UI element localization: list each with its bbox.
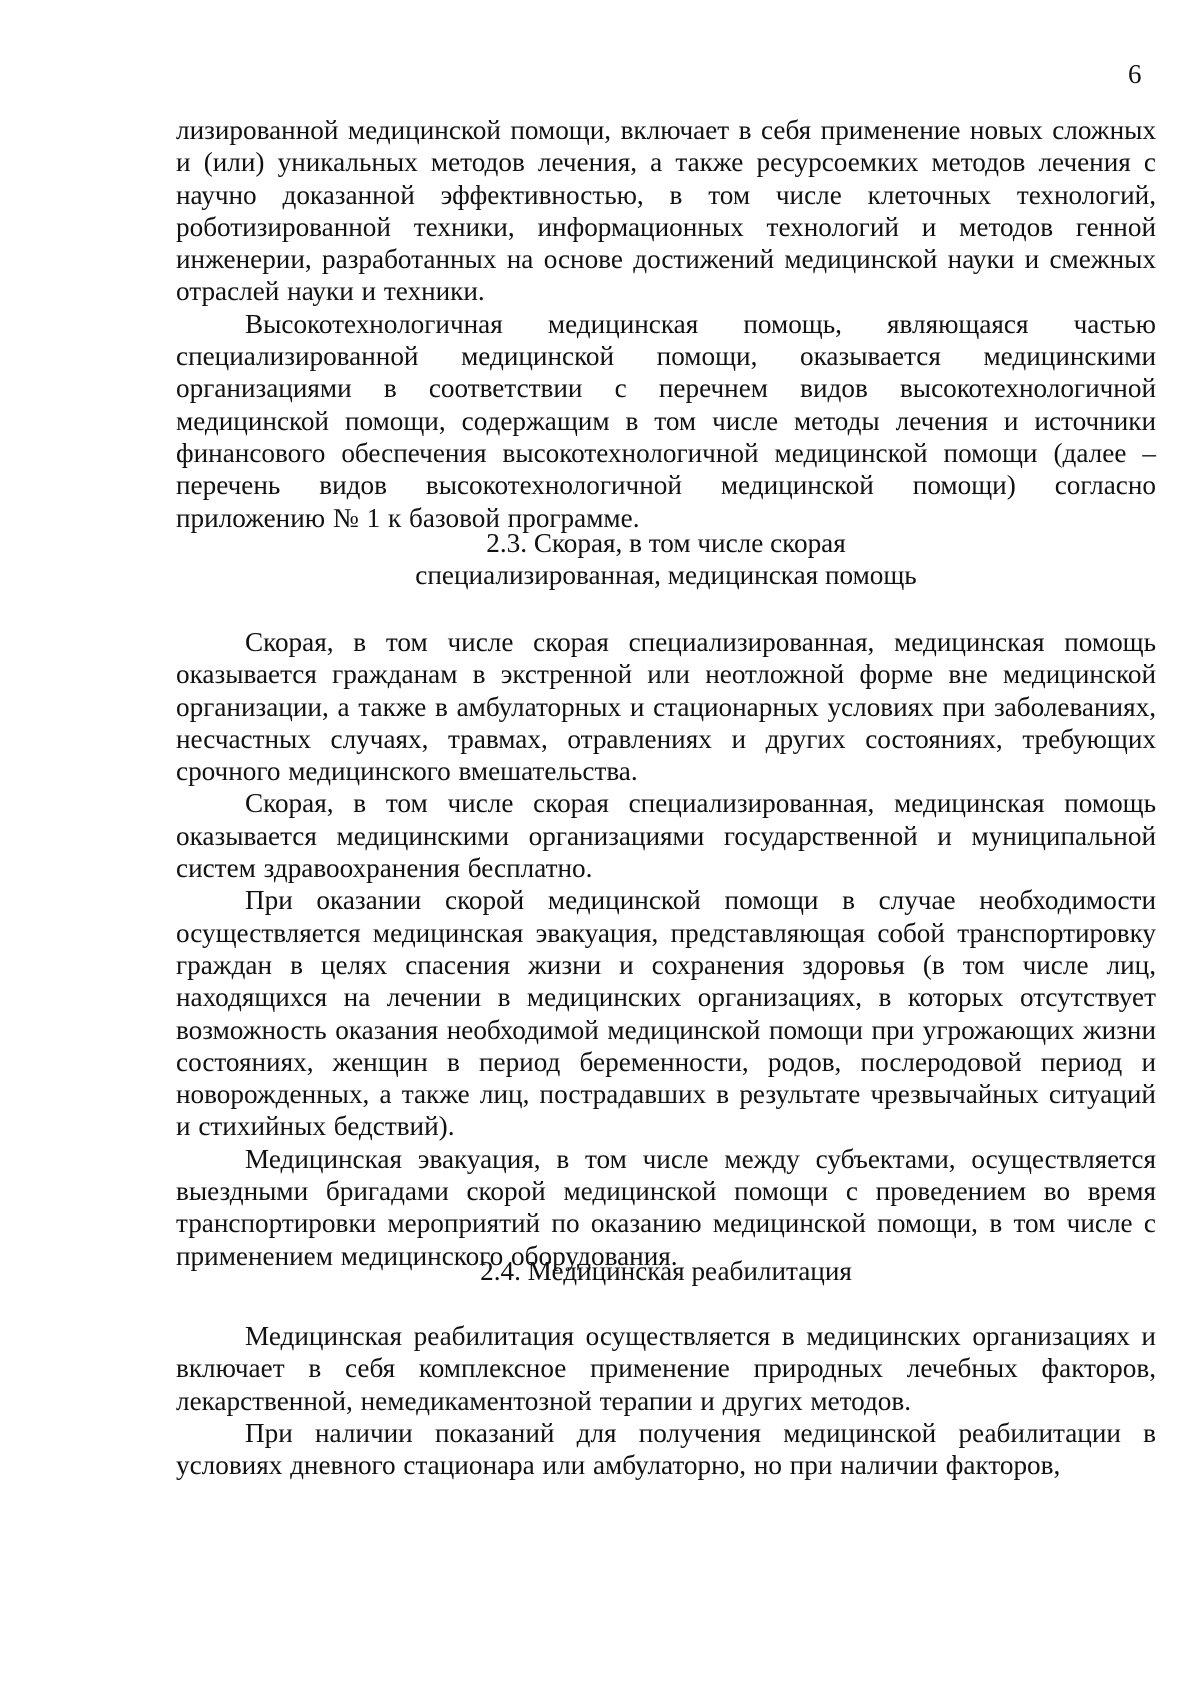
paragraph: Скорая, в том числе скорая специализированная, медицинская помощь оказывается гражданам в экстренной или неотложной форме вне медицинской организации, а также в амбулаторных и стационарных условиях при заболеваниях, несчастных случаях, травмах, отравлениях и других состояниях, требующих срочного медицинского вмешательства. [176,627,1156,787]
section-2-3-heading [176,527,1156,592]
paragraph: Скорая, в том числе скорая специализированная, медицинская помощь оказывается медицинскими организациями государственной и муниципальной систем здравоохранения бесплатно. [176,788,1156,884]
section-2-3-title-line2: специализированная, медицинская помощь [415,560,917,591]
section-2-4-body [176,1320,1156,1481]
page-number: 6 [1128,59,1142,89]
section-2-4-heading [176,1255,1156,1287]
paragraph: Медицинская эвакуация, в том числе между субъектами, осуществляется выездными бригадами скорой медицинской помощи с проведением во время транспортировки мероприятий по оказанию медицинской помощи, в том числе с применением медицинского оборудования. [176,1143,1156,1271]
paragraph: При оказании скорой медицинской помощи в случае необходимости осуществляется медицинская эвакуация, представляющая собой транспортировку граждан в целях спасения жизни и сохранения здоровья (в том числе лиц, находящихся на лечении в медицинских организациях, в которых отсутствует возможность оказания необходимой медицинской помощи при угрожающих жизни состояниях, женщин в период беременности, родов, послеродовой период и новорожденных, а также лиц, пострадавших в результате чрезвычайных ситуаций и стихийных бедствий). [176,885,1156,1142]
paragraph: Медицинская реабилитация осуществляется в медицинских организациях и включает в себя комплексное применение природных лечебных факторов, лекарственной, немедикаментозной терапии и других методов. [176,1321,1156,1416]
hightech-paragraph: Высокотехнологичная медицинская помощь, являющаяся частью специализированной медицинской помощи, оказывается медицинскими организациями в соответствии с перечнем видов высокотехнологичной медицинской помощи, содержащим в том числе методы лечения и источники финансового обеспечения высокотехнологичной медицинской помощи (далее – перечень видов высокотехнологичной медицинской помощи) согласно приложению № 1 к базовой программе. [176,308,1156,533]
intro-text-block [176,114,1156,534]
section-2-3-body [176,626,1156,1272]
section-2-3-title-line1: 2.3. Скорая, в том числе скорая [486,528,846,558]
section-2-4-title: 2.4. Медицинская реабилитация [480,1256,852,1286]
paragraph: При наличии показаний для получения медицинской реабилитации в условиях дневного стационара или амбулаторно, но при наличии факторов, [176,1417,1156,1481]
intro-paragraph: лизированной медицинской помощи, включает в себя применение новых сложных и (или) уникальных методов лечения, а также ресурсоемких методов лечения с научно доказанной эффективностью, в том числе клеточных технологий, роботизированной техники, информационных технологий и методов генной инженерии, разработанных на основе достижений медицинской науки и смежных отраслей науки и техники. [176,115,1156,307]
